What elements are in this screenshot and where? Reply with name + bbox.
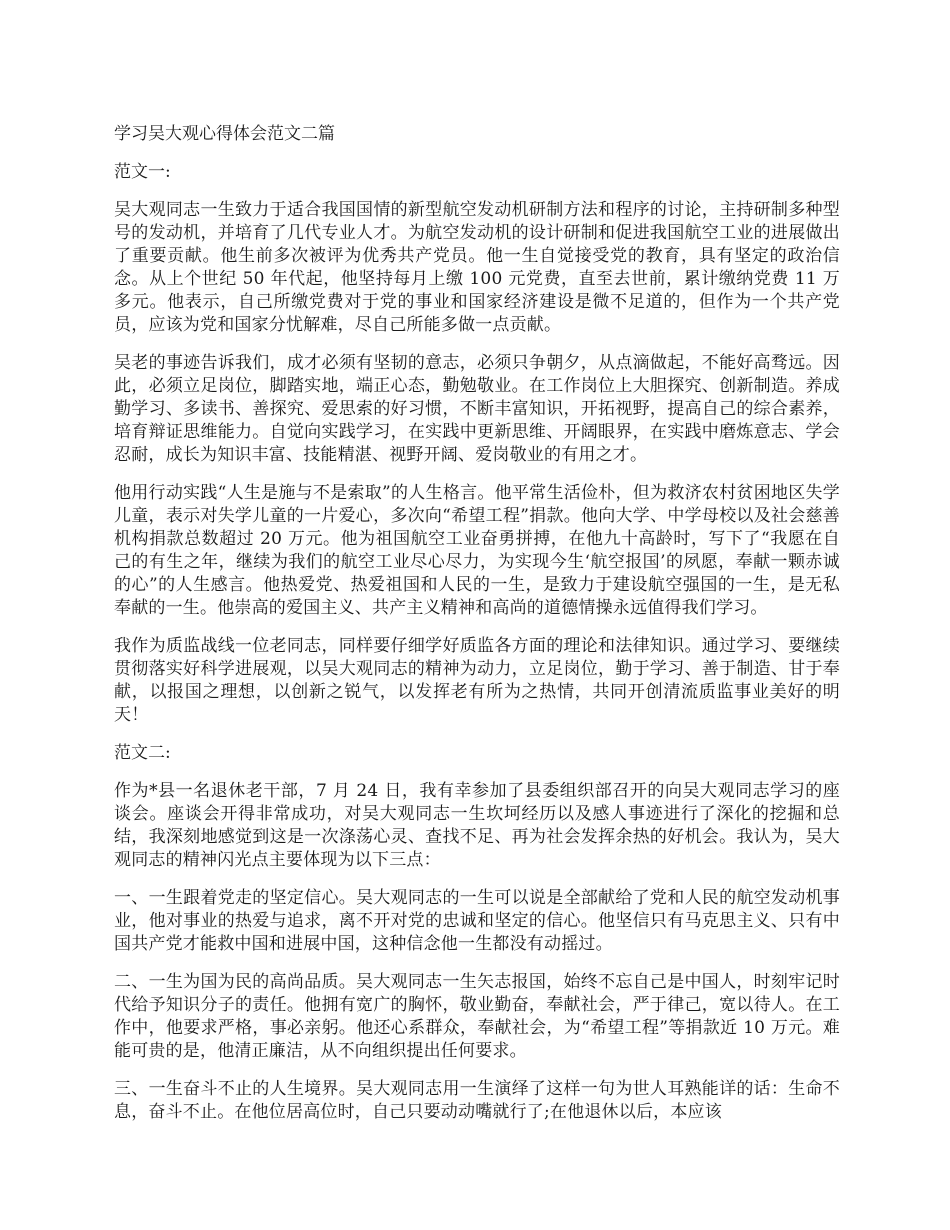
document-body	[114, 123, 840, 1139]
paragraph: 二、一生为国为民的高尚品质。吴大观同志一生矢志报国，始终不忘自己是中国人，时刻牢记时代给予知识分子的责任。他拥有宽广的胸怀，敬业勤奋，奉献社会，严于律己，宽以待人。在工作中，他要求严格，事必亲躬。他还心系群众，奉献社会，为“希望工程”等捐款近 10 万元。难能可贵的是，他清正廉洁，从不向组织提出任何要求。	[114, 972, 840, 1061]
paragraph: 吴大观同志一生致力于适合我国国情的新型航空发动机研制方法和程序的讨论，主持研制多种型号的发动机，并培育了几代专业人才。为航空发动机的设计研制和促进我国航空工业的进展做出了重要贡献。他生前多次被评为优秀共产党员。他一生自觉接受党的教育，具有坚定的政治信念。从上个世纪 50 年代起，他坚持每月上缴 100 元党费，直至去世前，累计缴纳党费 11 万多元。他表示，自己所缴党费对于党的事业和国家经济建设是微不足道的，但作为一个共产党员，应该为党和国家分忧解难，尽自己所能多做一点贡献。	[114, 200, 840, 335]
paragraph: 一、一生跟着党走的坚定信心。吴大观同志的一生可以说是全部献给了党和人民的航空发动机事业，他对事业的热爱与追求，离不开对党的忠诚和坚定的信心。他坚信只有马克思主义、只有中国共产党才能救中国和进展中国，这种信念他一生都没有动摇过。	[114, 888, 840, 954]
paragraph: 三、一生奋斗不止的人生境界。吴大观同志用一生演绎了这样一句为世人耳熟能详的话：生命不息，奋斗不止。在他位居高位时，自己只要动动嘴就行了;在他退休以后，本应该	[114, 1079, 840, 1122]
paragraph: 他用行动实践“人生是施与不是索取”的人生格言。他平常生活俭朴，但为救济农村贫困地区失学儿童，表示对失学儿童的一片爱心，多次向“希望工程”捐款。他向大学、中学母校以及社会慈善机构捐款总数超过 20 万元。他为祖国航空工业奋勇拼搏，在他九十高龄时，写下了“我愿在自己的有生之年，继续为我们的航空工业尽心尽力，为实现今生‘航空报国’的夙愿，奉献一颗赤诚的心”的人生感言。他热爱党、热爱祖国和人民的一生，是致力于建设航空强国的一生，是无私奉献的一生。他崇高的爱国主义、共产主义精神和高尚的道德情操永远值得我们学习。	[114, 483, 840, 618]
paragraph: 作为*县一名退休老干部，7 月 24 日，我有幸参加了县委组织部召开的向吴大观同志学习的座谈会。座谈会开得非常成功，对吴大观同志一生坎坷经历以及感人事迹进行了深化的挖掘和总结，我深刻地感觉到这是一次涤荡心灵、查找不足、再为社会发挥余热的好机会。我认为，吴大观同志的精神闪光点主要体现为以下三点：	[114, 781, 840, 870]
paragraph: 吴老的事迹告诉我们，成才必须有坚韧的意志，必须只争朝夕，从点滴做起，不能好高骛远。因此，必须立足岗位，脚踏实地，端正心态，勤勉敬业。在工作岗位上大胆探究、创新制造。养成勤学习、多读书、善探究、爱思索的好习惯，不断丰富知识，开拓视野，提高自己的综合素养，培育辩证思维能力。自觉向实践学习，在实践中更新思维、开阔眼界，在实践中磨炼意志、学会忍耐，成长为知识丰富、技能精湛、视野开阔、爱岗敬业的有用之才。	[114, 353, 840, 465]
paragraph: 我作为质监战线一位老同志，同样要仔细学好质监各方面的理论和法律知识。通过学习、要继续贯彻落实好科学进展观，以吴大观同志的精神为动力，立足岗位，勤于学习、善于制造、甘于奉献，以报国之理想，以创新之锐气，以发挥老有所为之热情，共同开创清流质监事业美好的明天！	[114, 636, 840, 725]
section-heading-1: 范文一:	[114, 162, 171, 182]
section-heading-2: 范文二:	[114, 743, 171, 763]
section-1	[114, 161, 840, 727]
section-2	[114, 742, 840, 1124]
document-title: 学习吴大观心得体会范文二篇	[114, 124, 335, 144]
